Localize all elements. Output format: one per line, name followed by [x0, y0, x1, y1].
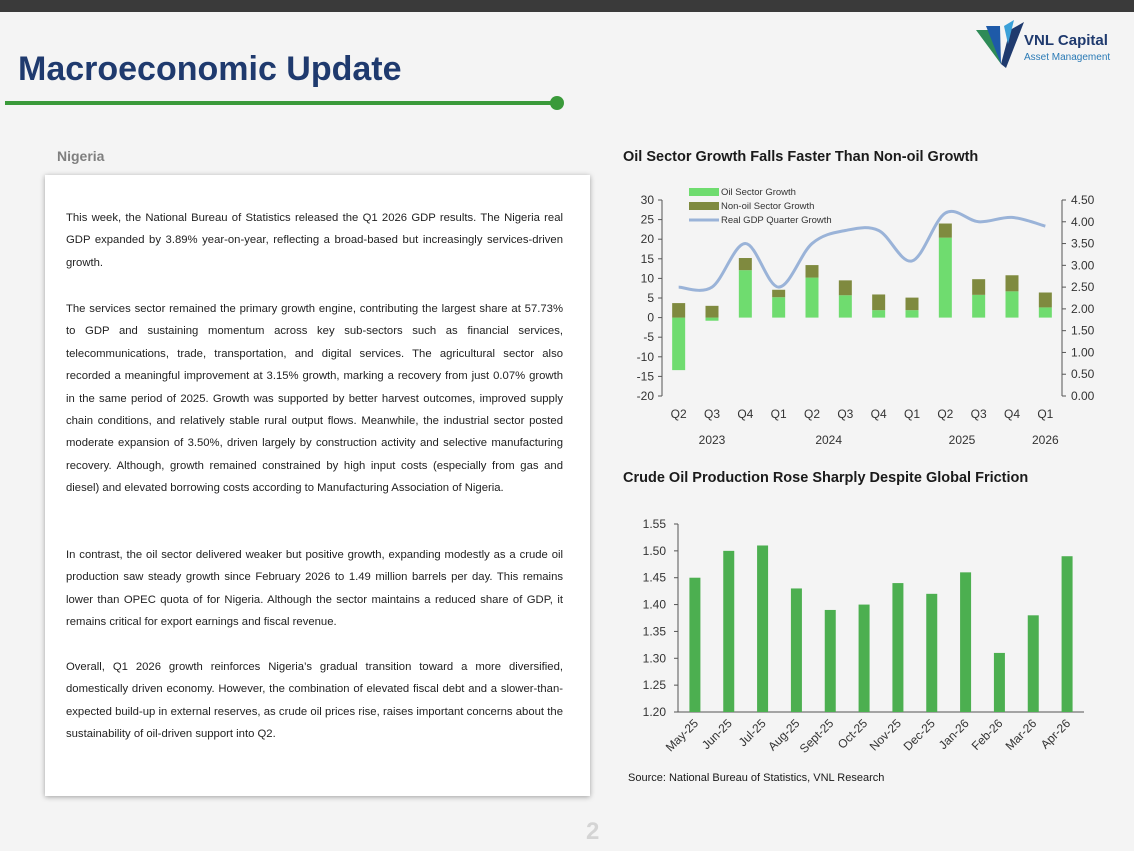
title-underline	[5, 101, 555, 105]
chart1-legend-label-gdp: Real GDP Quarter Growth	[721, 215, 832, 226]
chart1-left-tick-label: -20	[636, 389, 654, 403]
chart2-bar	[892, 583, 903, 712]
chart1-right-tick-label: 3.50	[1071, 236, 1095, 251]
chart1-oil-bar	[1006, 291, 1019, 317]
chart1-right-tick-label: 0.50	[1071, 367, 1095, 382]
chart2-category-label: Nov-25	[866, 716, 905, 754]
chart1-oil-bar	[672, 318, 685, 371]
chart1-oil-bar	[939, 238, 952, 318]
chart2-y-tick-label: 1.45	[642, 570, 666, 585]
chart2-bar	[926, 594, 937, 712]
chart1-category-label: Q2	[803, 407, 821, 421]
paragraph-3: In contrast, the oil sector delivered weaker but positive growth, expanding modestly as a crude oil production saw steady growth since February 2026 to 1.49 million barrels per day. This remains lower than OPEC quota of for Nigeria. Although the sector maintains a reduced share of GDP, it remains critical for export earnings and fiscal revenue.	[66, 549, 563, 629]
chart1-category-label: Q3	[703, 407, 721, 421]
chart1-left-tick-label: 25	[640, 212, 654, 227]
chart1-oil-bar	[872, 310, 885, 317]
chart2-bar	[825, 610, 836, 712]
logo-company-name: VNL Capital	[1024, 32, 1108, 49]
paragraph-4: Overall, Q1 2026 growth reinforces Nigeria’s gradual transition toward a more diversified, domestically driven economy. However, the combination of elevated fiscal debt and a slower-than-expected build-up in external reserves, as crude oil prices rise, raises important concerns about the sustainability of oil-driven support into Q2.	[66, 661, 563, 741]
chart1-legend-swatch-non-oil	[689, 202, 719, 210]
chart2-bar	[859, 605, 870, 712]
chart2-bar	[757, 545, 768, 712]
section-label: Nigeria	[57, 148, 105, 164]
chart2-bar	[994, 653, 1005, 712]
chart1-category-label: Q4	[1003, 407, 1021, 421]
chart2-bar	[791, 588, 802, 712]
chart2-y-tick-label: 1.40	[642, 597, 666, 612]
chart2-y-tick-label: 1.30	[642, 651, 666, 666]
chart1-oil-bar	[972, 295, 985, 318]
chart1-right-tick-label: 4.00	[1071, 214, 1095, 229]
chart1-left-tick-label: 10	[640, 271, 654, 286]
chart1-right-tick-label: 4.50	[1071, 193, 1095, 207]
chart1-non-oil-bar	[972, 279, 985, 295]
chart1-non-oil-bar	[839, 280, 852, 295]
chart1-category-label: Q4	[737, 407, 754, 421]
chart1-non-oil-bar	[672, 303, 685, 318]
chart2-y-tick-label: 1.50	[642, 543, 666, 558]
crude-oil-production-chart	[620, 502, 1134, 772]
chart1-category-label: Q4	[870, 407, 887, 421]
chart1-category-label: Q3	[970, 407, 987, 421]
chart2-category-label: May-25	[662, 716, 702, 755]
chart1-oil-bar	[906, 310, 919, 317]
chart1-oil-bar	[839, 295, 852, 317]
chart1-oil-bar	[806, 278, 819, 318]
chart1-non-oil-bar	[1039, 293, 1052, 308]
chart2-bar	[723, 551, 734, 712]
chart1-non-oil-bar	[772, 290, 785, 297]
chart1-oil-bar	[706, 318, 719, 321]
chart2-y-tick-label: 1.55	[642, 517, 666, 531]
chart1-left-tick-label: 5	[647, 291, 654, 305]
chart2-category-label: Sept-25	[796, 716, 837, 756]
chart2-category-label: Jun-25	[699, 716, 735, 753]
chart1-oil-bar	[772, 297, 785, 317]
page-title: Macroeconomic Update	[18, 50, 402, 88]
chart2-bar	[960, 572, 971, 712]
chart1-year-label: 2025	[948, 433, 976, 447]
chart1-left-tick-label: 30	[640, 193, 654, 207]
chart1-non-oil-bar	[739, 258, 752, 270]
chart2-category-label: Mar-26	[1002, 716, 1040, 754]
page-number: 2	[586, 818, 600, 845]
title-underline-dot	[550, 96, 564, 110]
chart2-category-label: Jan-26	[935, 716, 972, 753]
chart1-non-oil-bar	[872, 294, 885, 310]
chart1-non-oil-bar	[706, 306, 719, 318]
chart1-legend-label-oil: Oil Sector Growth	[721, 187, 796, 198]
chart1-right-tick-label: 1.50	[1071, 323, 1095, 338]
chart2-category-label: Aug-25	[765, 716, 803, 754]
logo-tagline: Asset Management	[1024, 52, 1111, 63]
chart1-left-tick-label: -5	[643, 330, 654, 345]
chart1-left-tick-label: 15	[640, 251, 654, 266]
chart1-right-tick-label: 2.00	[1071, 301, 1095, 316]
chart2-y-tick-label: 1.25	[642, 678, 666, 693]
chart1-year-label: 2026	[1031, 433, 1059, 447]
chart1-legend-label-non-oil: Non-oil Sector Growth	[721, 201, 815, 212]
chart1-non-oil-bar	[806, 265, 819, 278]
chart2-category-label: Dec-25	[900, 716, 938, 754]
chart2-bar	[689, 578, 700, 712]
chart1-right-tick-label: 2.50	[1071, 280, 1095, 295]
chart1-category-label: Q2	[670, 407, 687, 421]
chart1-category-label: Q2	[937, 407, 954, 421]
chart1-left-tick-label: -10	[636, 349, 654, 364]
report-page	[0, 12, 1134, 851]
chart2-title: Crude Oil Production Rose Sharply Despite Global Friction	[623, 470, 1029, 486]
chart1-category-label: Q1	[770, 407, 787, 421]
chart1-non-oil-bar	[906, 298, 919, 311]
chart1-category-label: Q1	[1037, 407, 1054, 421]
chart1-year-label: 2023	[698, 433, 726, 447]
chart1-year-label: 2024	[815, 433, 843, 447]
chart1-left-tick-label: 20	[640, 232, 654, 247]
chart2-category-label: Jul-25	[735, 716, 769, 750]
paragraph-1: This week, the National Bureau of Statistics released the Q1 2026 GDP results. The Nigeria real GDP expanded by 3.89% year-on-year, reflecting a broad-based but increasingly services-driven growth.	[66, 212, 563, 269]
chart2-category-label: Feb-26	[968, 716, 1006, 754]
chart1-oil-bar	[739, 270, 752, 317]
chart1-left-tick-label: -15	[636, 369, 654, 384]
paragraph-2: The services sector remained the primary growth engine, contributing the largest share at 57.73% to GDP and sustaining momentum across key sub-sectors such as financial services, telecommunications, trade, transportation, and digital services. The agricultural sector also recorded a meaningful improvement at 3.15% growth, marking a recovery from just 0.07% growth in the same period of 2025. Growth was supported by better harvest outcomes, improved supply chain conditions, and relatively stable rural output flows. Meanwhile, the industrial sector posted moderate expansion of 3.50%, driven largely by construction activity and selective manufacturing recovery. Although, growth remained constrained by high input costs (especially from gas and diesel) and elevated borrowing costs according to Manufacturing Association of Nigeria.	[66, 303, 563, 495]
chart1-category-label: Q3	[837, 407, 854, 421]
chart1-left-tick-label: 0	[647, 310, 654, 325]
source-note: Source: National Bureau of Statistics, VNL Research	[628, 772, 885, 784]
chart1-oil-bar	[1039, 307, 1052, 317]
chart2-y-tick-label: 1.20	[642, 705, 666, 719]
gdp-growth-chart	[620, 182, 1134, 457]
commentary-card	[45, 175, 590, 796]
chart2-bar	[1062, 556, 1073, 712]
chart1-right-tick-label: 1.00	[1071, 345, 1095, 360]
chart1-title: Oil Sector Growth Falls Faster Than Non-oil Growth	[623, 149, 979, 165]
chart1-non-oil-bar	[1006, 275, 1019, 291]
chart2-y-tick-label: 1.35	[642, 624, 666, 639]
chart1-category-label: Q1	[903, 407, 921, 421]
chart1-legend-swatch-oil	[689, 188, 719, 196]
chart1-right-tick-label: 3.00	[1071, 258, 1095, 273]
chart1-non-oil-bar	[939, 224, 952, 238]
chart2-bar	[1028, 615, 1039, 712]
chart2-category-label: Apr-26	[1037, 716, 1074, 752]
chart1-right-tick-label: 0.00	[1071, 389, 1095, 403]
chart2-category-label: Oct-25	[834, 716, 871, 752]
